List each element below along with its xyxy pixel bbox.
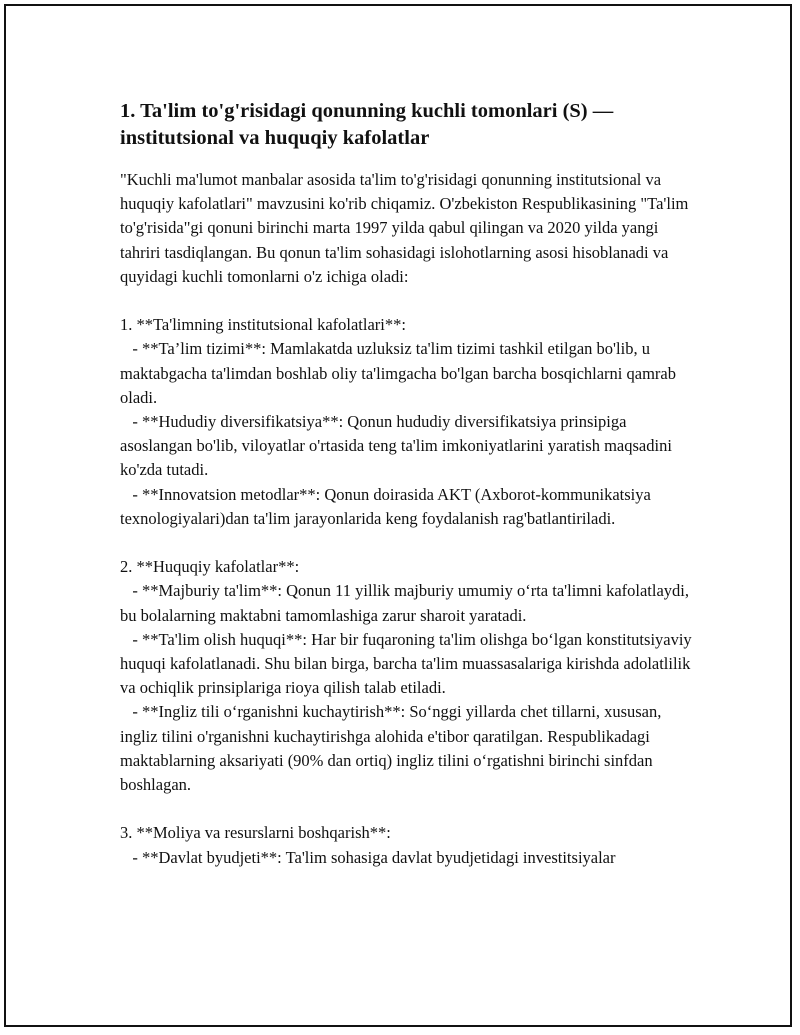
body-text: "Kuchli ma'lumot manbalar asosida ta'lim to'g'risidagi qonunning institutsional va huquqiy kafolatlari" mavzusini ko'rib chiqamiz. O'zbekiston Respublikasining "Ta'lim to'g'risida"gi qonuni birinchi marta 1997 yilda qabul qilingan va 2020 yilda yangi tahriri tasdiqlangan. Bu qonun ta'lim sohasidagi islohotlarning asosi hisoblanadi va quyidagi kuchli tomonlarni o'z ichiga oladi: 1. **Ta'limning institutsional kafolatlari**: - **Ta’lim tizimi**: Mamlakatda uzluksiz ta'lim tizimi tashkil etilgan bo'lib, u maktabgacha ta'limdan boshlab oliy ta'limgacha bo'lgan barcha bosqichlarni qamrab oladi. - **Hududiy diversifikatsiya**: Qonun hududiy diversifikatsiya prinsipiga asoslangan bo'lib, viloyatlar o'rtasida teng ta'lim imkoniyatlarini yaratish maqsadini ko'zda tutadi. - **Innovatsion metodlar**: Qonun doirasida AKT (Axborot-kommunikatsiya texnologiyalari)dan ta'lim jarayonlarida keng foydalanish rag'batlantiriladi. 2. **Huquqiy kafolatlar**: - **Majburiy ta'lim**: Qonun 11 yillik majburiy umumiy o‘rta ta'limni kafolatlaydi, bu bolalarning maktabni tamomlashiga zarur sharoit yaratadi. - **Ta'lim olish huquqi**: Har bir fuqaroning ta'lim olishga bo‘lgan konstitutsiyaviy huquqi kafolatlanadi. Shu bilan birga, barcha ta'lim muassasalariga kirishda adolatlilik va ochiqlik prinsiplariga rioya qilish talab etiladi. - **Ingliz tili o‘rganishni kuchaytirish**: So‘nggi yillarda chet tillarni, xususan, ingliz tilini o'rganishni kuchaytirishga alohida e'tibor qaratilgan. Respublikadagi maktablarning aksariyati (90% dan ortiq) ingliz tilini o‘rgatishni birinchi sinfdan boshlagan. 3. **Moliya va resurslarni boshqarish**: - **Davlat byudjeti**: Ta'lim sohasiga davlat byudjetidagi investitsiyalar <box>120 170 692 867</box>
section-heading: 1. Ta'lim to'g'risidagi qonunning kuchli tomonlari (S) — institutsional va huquqiy kafolatlar <box>120 100 614 149</box>
page-frame <box>4 4 792 1027</box>
document-content <box>120 98 700 870</box>
